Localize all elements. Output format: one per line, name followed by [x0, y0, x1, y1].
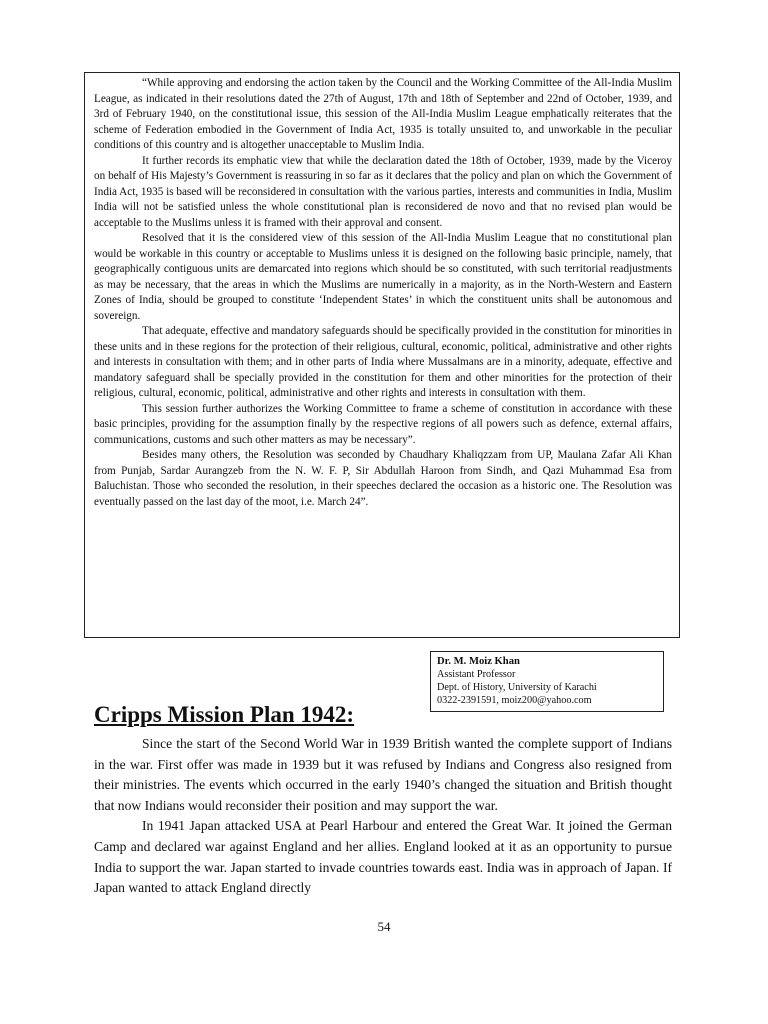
section-heading: Cripps Mission Plan 1942: [94, 702, 355, 727]
page-number: 54 [377, 919, 391, 934]
section-body [94, 734, 672, 899]
quote-paragraph: It further records its emphatic view that while the declaration dated the 18th of October, 1939, made by the Viceroy on behalf of His Majesty’s Government is reassuring in so far as it declares that the policy and plan on which the Government of India Act, 1935 is based will be reconsidered in consultation with the various parties, interests and communities in India, Muslim India will not be satisfied unless the whole constitutional plan is reconsidered de novo and that no revised plan would be acceptable to the Muslims unless it is framed with their approval and consent. [94, 154, 672, 229]
body-paragraph: In 1941 Japan attacked USA at Pearl Harbour and entered the Great War. It joined the German Camp and declared war against England and her allies. England looked at it as an opportunity to pursue India to support the war. Japan started to invade countries towards east. India was in approach of Japan. If Japan wanted to attack England directly [94, 818, 672, 896]
quote-paragraph: This session further authorizes the Working Committee to frame a scheme of constitution in accordance with these basic principles, providing for the assumption finally by the respective regions of all powers such as defence, external affairs, communications, customs and such other matters as may be necessary”. [94, 402, 672, 446]
body-paragraph: Since the start of the Second World War in 1939 British wanted the complete support of Indians in the war. First offer was made in 1939 but it was refused by Indians and Congress also resigned from their ministries. The events which occurred in the early 1940’s changed the situation and British thought that now Indians would reconsider their position and may support the war. [94, 736, 672, 813]
quote-paragraph: That adequate, effective and mandatory safeguards should be specifically provided in the constitution for minorities in these units and in these regions for the protection of their religious, cultural, economic, political, administrative and other rights and interests in consultation with them; and in other parts of India where Mussalmans are in a minority, adequate, effective and mandatory safeguard shall be specially provided in the constitution for them and other minorities for the protection of their religious, cultural, economic, political, administrative and other rights and interests in consultation with them. [94, 325, 672, 399]
resolution-quote-box [84, 72, 680, 638]
author-info-box [430, 651, 664, 712]
author-contact: 0322-2391591, moiz200@yahoo.com [437, 695, 592, 706]
author-department: Dept. of History, University of Karachi [437, 682, 597, 693]
quote-paragraph: “While approving and endorsing the action taken by the Council and the Working Committee of the All-India Muslim League, as indicated in their resolutions dated the 27th of August, 17th and 18th of September and 22nd of October, 1939, and 3rd of February 1940, on the constitutional issue, this session of the All-India Muslim League emphatically reiterates that the scheme of Federation embodied in the Government of India Act, 1935 is totally unsuited to, and unworkable in the peculiar conditions of this country and is altogether unacceptable to Muslim India. [94, 77, 672, 151]
quote-paragraph: Resolved that it is the considered view of this session of the All-India Muslim League that no constitutional plan would be workable in this country or acceptable to Muslims unless it is designed on the following basic principle, namely, that geographically contiguous units are demarcated into regions which should be so constituted, with such territorial readjustments as may be necessary, that the areas in which the Muslims are numerically in a majority, as in the North-Western and Eastern Zones of India, should be grouped to constitute ‘Independent States’ in which the constituent units shall be autonomous and sovereign. [94, 232, 672, 322]
author-title: Assistant Professor [437, 669, 516, 680]
quote-paragraph: Besides many others, the Resolution was seconded by Chaudhary Khaliqzzam from UP, Maulana Zafar Ali Khan from Punjab, Sardar Aurangzeb from the N. W. F. P, Sir Abdullah Haroon from Sindh, and Qazi Muhammad Esa from Baluchistan. Those who seconded the resolution, in their speeches declared the occasion as a historic one. The Resolution was eventually passed on the last day of the moot, i.e. March 24”. [94, 449, 672, 508]
author-name: Dr. M. Moiz Khan [437, 656, 520, 667]
